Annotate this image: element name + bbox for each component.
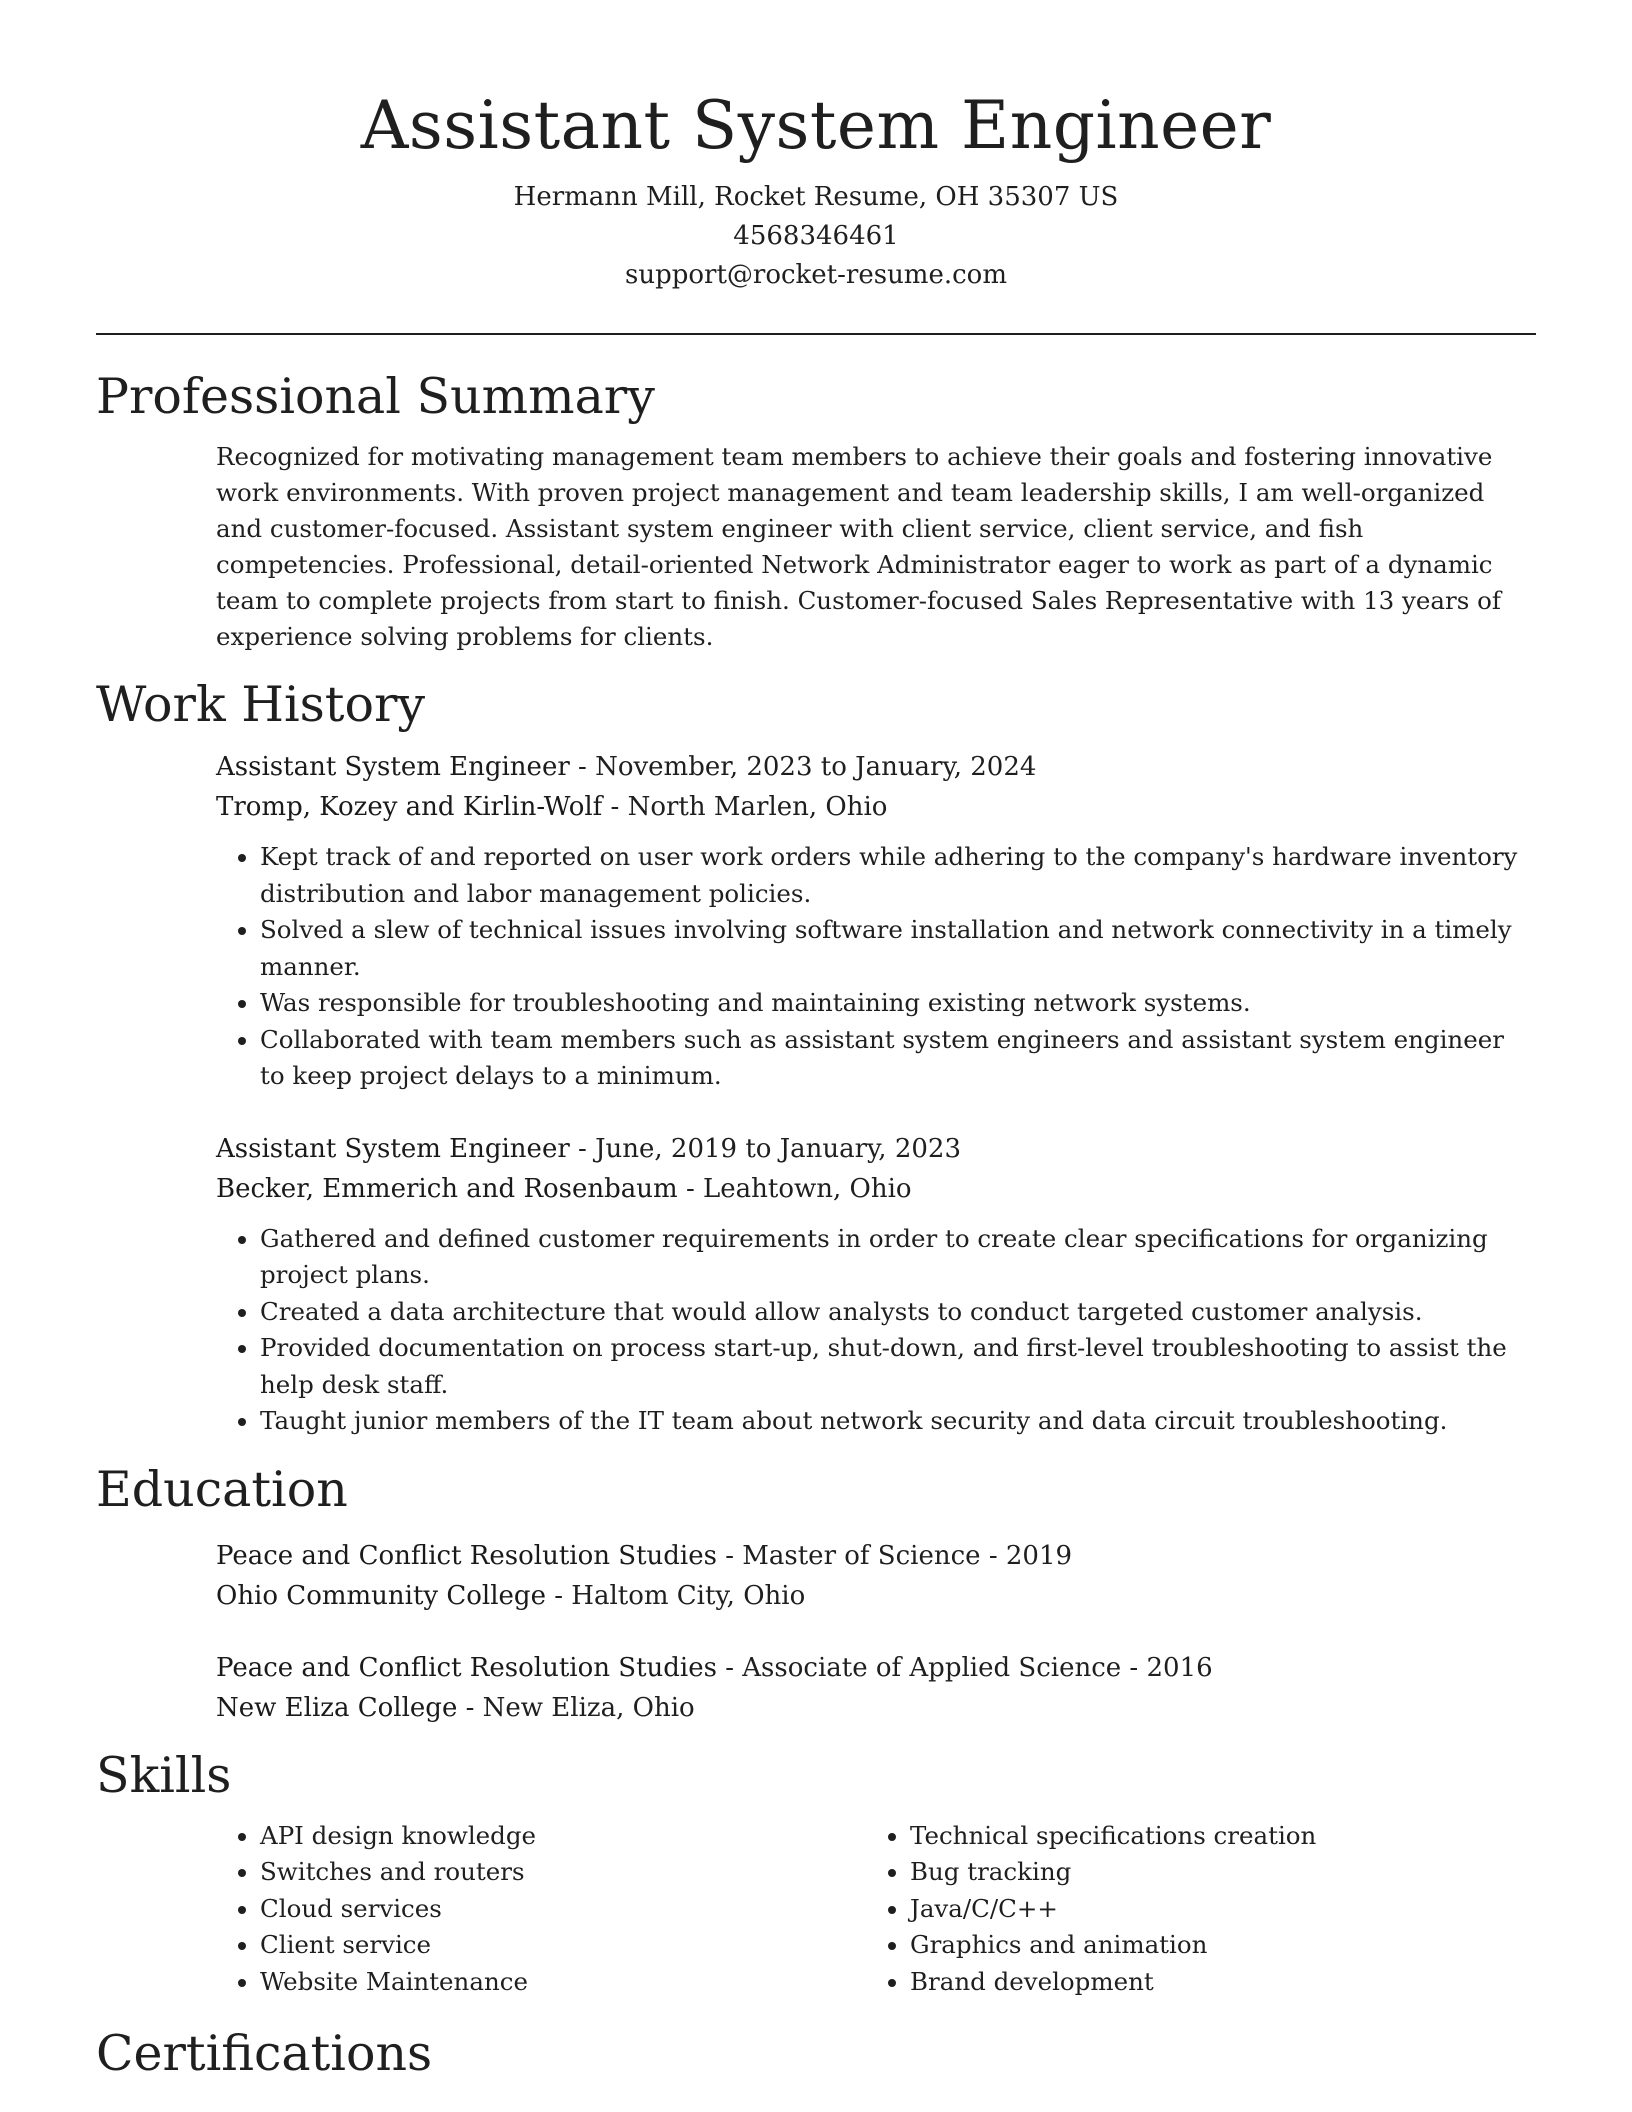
- skills-column-left: [216, 1818, 866, 2001]
- education-degree: - Master of Science: [716, 1540, 981, 1571]
- job-company: Becker, Emmerich and Rosenbaum: [216, 1173, 678, 1204]
- job-role: Assistant System Engineer: [216, 752, 570, 782]
- skill-item: • Switches and routers: [260, 1854, 866, 1891]
- skills-column-right: [866, 1818, 1516, 2001]
- work-history-section: [96, 673, 1536, 1440]
- education-degree: - Associate of Applied Science: [716, 1652, 1122, 1683]
- certifications-section: [96, 2022, 1536, 2086]
- resume-name: Assistant System Engineer: [360, 87, 1272, 164]
- job-bullet: • Was responsible for troubleshooting and maintaining existing network systems.: [260, 985, 1536, 1022]
- education-school: Ohio Community College: [216, 1580, 546, 1611]
- job-dates: - November, 2023 to January, 2024: [569, 752, 1037, 782]
- resume-header: [96, 0, 1536, 295]
- job-bullet: • Gathered and defined customer requirements in order to create clear specifications for organizing project plans.: [260, 1221, 1536, 1294]
- skill-item: • Technical specifications creation: [910, 1818, 1516, 1855]
- contact-phone: 4568346461: [733, 221, 899, 251]
- education-section: [96, 1458, 1536, 1728]
- summary-title: Professional Summary: [96, 368, 655, 425]
- job-dates: - June, 2019 to January, 2023: [569, 1133, 961, 1164]
- summary-text: Recognized for motivating management team members to achieve their goals and fostering innovative work environments. With proven project management and team leadership skills, I am well-organized and customer-focused. Assistant system engineer with client service, client service, and fish competencies. Professional, detail-oriented Network Administrator eager to work as part of a dynamic team to complete projects from start to finish. Customer-focused Sales Representative with 13 years of experience solving problems for clients.: [216, 442, 1501, 651]
- education-title: Education: [96, 1460, 348, 1518]
- job-location: - North Marlen, Ohio: [602, 792, 888, 822]
- job-company-line: [216, 1169, 1536, 1209]
- education-entry: [216, 1648, 1536, 1728]
- skill-item: • Java/C/C++: [910, 1891, 1516, 1928]
- education-year: - 2016: [1121, 1652, 1213, 1683]
- job-bullet: • Kept track of and reported on user work orders while adhering to the company's hardware inventory distribution and labor management policies.: [260, 839, 1536, 912]
- skills-section: [96, 1744, 1536, 2001]
- job-company: Tromp, Kozey and Kirlin-Wolf: [216, 792, 603, 822]
- education-school-line: [216, 1688, 1536, 1728]
- work-history-title: Work History: [96, 676, 426, 733]
- job-bullet: • Solved a slew of technical issues involving software installation and network connectivity in a timely manner.: [260, 912, 1536, 985]
- job-bullet: • Collaborated with team members such as assistant system engineers and assistant system engineer to keep project delays to a minimum.: [260, 1022, 1536, 1095]
- skill-item: • Website Maintenance: [260, 1964, 866, 2001]
- education-degree-line: [216, 1648, 1536, 1688]
- skills-grid: [216, 1818, 1536, 2001]
- job-bullets: [216, 1221, 1536, 1440]
- education-entry: [216, 1536, 1536, 1616]
- education-school: New Eliza College: [216, 1692, 458, 1723]
- skill-item: • Client service: [260, 1927, 866, 1964]
- contact-address: Hermann Mill, Rocket Resume, OH 35307 US: [513, 182, 1119, 212]
- skill-item: • API design knowledge: [260, 1818, 866, 1855]
- skill-item: • Bug tracking: [910, 1854, 1516, 1891]
- skill-item: • Cloud services: [260, 1891, 866, 1928]
- education-field: Peace and Conflict Resolution Studies: [216, 1540, 717, 1571]
- job-bullets: [216, 839, 1536, 1095]
- job-company-line: [216, 787, 1536, 827]
- resume-page: [96, 0, 1536, 2086]
- education-degree-line: [216, 1536, 1536, 1576]
- certifications-title: Certifications: [96, 2025, 433, 2082]
- contact-info: [96, 178, 1536, 295]
- education-location: - Haltom City, Ohio: [545, 1580, 806, 1611]
- job-location: - Leahtown, Ohio: [677, 1173, 912, 1204]
- summary-section: [96, 365, 1536, 655]
- job-entry: [216, 747, 1536, 1095]
- header-divider: [96, 333, 1536, 335]
- education-year: - 2019: [980, 1540, 1073, 1571]
- job-title-line: [216, 1129, 1536, 1169]
- job-entry: [216, 1129, 1536, 1440]
- contact-email: support@rocket-resume.com: [624, 260, 1007, 290]
- education-school-line: [216, 1576, 1536, 1616]
- job-bullet: • Created a data architecture that would allow analysts to conduct targeted customer analysis.: [260, 1294, 1536, 1331]
- skills-title: Skills: [96, 1746, 232, 1804]
- job-title-line: [216, 747, 1536, 787]
- job-bullet: • Provided documentation on process start-up, shut-down, and first-level troubleshooting to assist the help desk staff.: [260, 1330, 1536, 1403]
- skill-item: • Graphics and animation: [910, 1927, 1516, 1964]
- job-bullet: • Taught junior members of the IT team about network security and data circuit troubleshooting.: [260, 1403, 1536, 1440]
- skill-item: • Brand development: [910, 1964, 1516, 2001]
- education-field: Peace and Conflict Resolution Studies: [216, 1652, 717, 1683]
- education-location: - New Eliza, Ohio: [457, 1692, 695, 1723]
- job-role: Assistant System Engineer: [216, 1133, 570, 1164]
